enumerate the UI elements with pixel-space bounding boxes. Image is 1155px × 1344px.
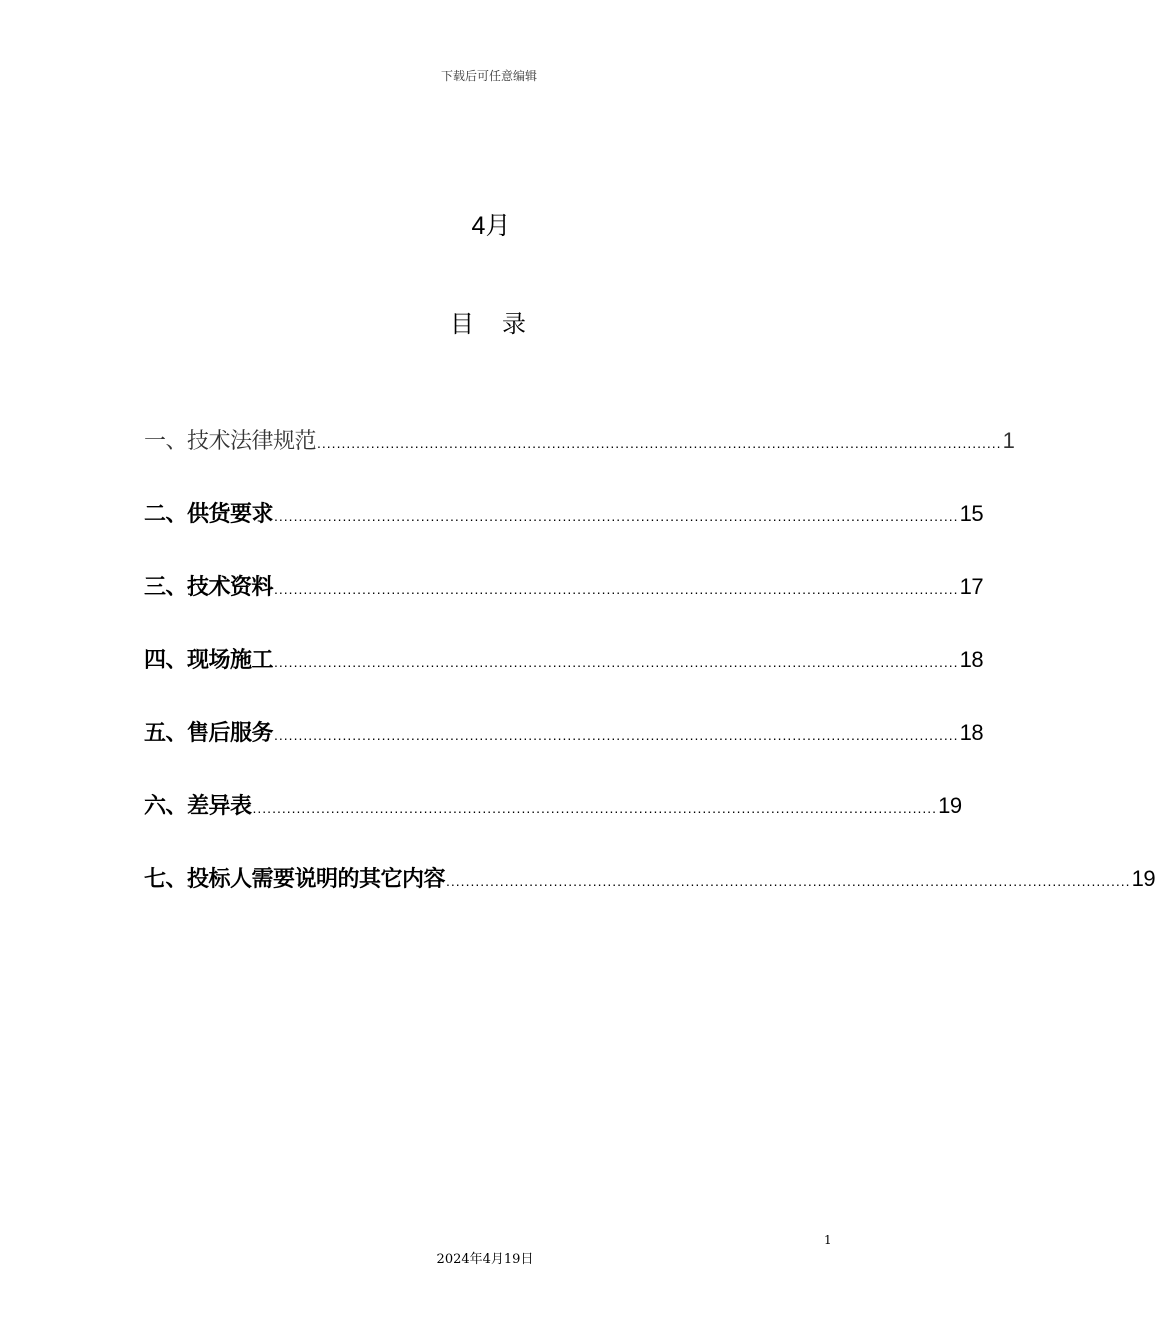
header-note: 下载后可任意编辑 <box>440 69 537 83</box>
toc-entry-page: 18 <box>959 720 984 745</box>
toc-leader-dots: ............................................................................................................................................ <box>274 508 959 524</box>
toc-entry[interactable] <box>144 497 984 570</box>
toc-heading <box>0 304 978 339</box>
toc-leader-dots: ............................................................................................................................................ <box>274 581 959 597</box>
month-title: 4月 <box>471 212 511 240</box>
toc-entry-label: 一、技术法律规范 <box>144 428 317 453</box>
toc-entry[interactable] <box>144 862 1155 935</box>
toc-entry-page: 19 <box>1131 866 1155 891</box>
page-number: 1 <box>824 1233 832 1247</box>
footer-date: 2024年4月19日 <box>436 1252 534 1267</box>
toc-leader-dots: ............................................................................................................................................ <box>446 873 1131 889</box>
toc-entry[interactable] <box>144 716 984 789</box>
toc-entry[interactable] <box>144 570 984 643</box>
toc-entry-label: 五、售后服务 <box>144 720 274 745</box>
toc-entry[interactable] <box>144 789 962 862</box>
toc-entry-label: 六、差异表 <box>144 793 252 818</box>
toc-leader-dots: ............................................................................................................................................ <box>274 727 959 743</box>
toc-entry-page: 17 <box>959 574 984 599</box>
toc-entry-label: 四、现场施工 <box>144 647 274 672</box>
toc-heading-left: 目 <box>450 311 476 338</box>
toc-entry-page: 19 <box>938 793 962 818</box>
toc-entry-label: 三、技术资料 <box>144 574 274 599</box>
toc-entry-page: 15 <box>959 501 984 526</box>
toc-entry-label: 二、供货要求 <box>144 501 274 526</box>
table-of-contents <box>144 424 1155 935</box>
toc-leader-dots: ............................................................................................................................................ <box>252 800 938 816</box>
toc-leader-dots: ............................................................................................................................................ <box>274 654 959 670</box>
toc-entry[interactable] <box>144 643 984 716</box>
toc-entry-page: 1 <box>1002 428 1015 453</box>
toc-entry-label: 七、投标人需要说明的其它内容 <box>144 866 446 891</box>
toc-entry[interactable] <box>144 424 1015 497</box>
toc-entry-page: 18 <box>959 647 984 672</box>
toc-leader-dots: ............................................................................................................................................ <box>317 435 1002 451</box>
toc-heading-right: 录 <box>502 311 528 338</box>
